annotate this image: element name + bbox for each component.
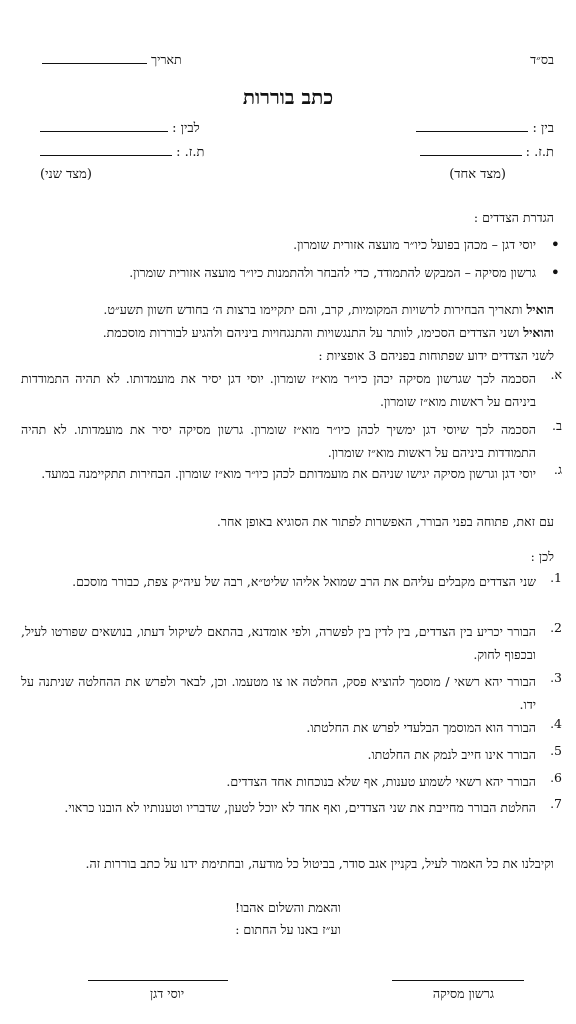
id-label-a: ת.ז. : xyxy=(525,145,554,160)
party-a-caption: (מצד אחד) xyxy=(449,167,506,182)
signature-name-left: יוסי דגן xyxy=(150,986,185,1001)
option-text: הסכמה לכך שיוסי דגן ימשיך לכהן כיו״ר מוא״ז שומרון. גרשון מסיקה יסיר את מועמדותו. לא תהיה התמודדות ביניהם על ראשות מוא״ז שומרון. xyxy=(21,422,536,460)
signature-line-left xyxy=(88,980,228,981)
clause-text: הבורר יהא רשאי לשמוע טענות, אף שלא בנוכחות אחד הצדדים. xyxy=(226,774,536,789)
party-a-name-field xyxy=(416,120,554,136)
clause-text: הבורר יכריע בין הצדדים, בין לדין בין לפשרה, ולפי אומדנא, בהתאם לשיקול דעתו, בנושאים שפורטו לעיל, ובכפוף לחוק. xyxy=(21,624,536,662)
party-b-name-line xyxy=(40,131,168,132)
bullet-dot: • xyxy=(550,263,560,282)
bullet-dot: • xyxy=(550,235,560,254)
id-label-b: ת.ז. : xyxy=(176,145,205,160)
option-text: יוסי דגן וגרשון מסיקה יגישו שניהם את מועמדותם לכהן כיו״ר מוא״ז שומרון. הבחירות תתקיימנה במועד. xyxy=(41,466,536,481)
clause-marker: 2. xyxy=(550,620,562,635)
clause-text: הבורר יהא רשאי / מוסמך להוציא פסק, החלטה או צו מטעמו. וכן, לבאר ולפרש את ההחלטה שניתנה על ידו. xyxy=(21,674,536,712)
party-b-id-line xyxy=(40,155,172,156)
party-a-id-line xyxy=(420,155,522,156)
definition-bullet-1: יוסי דגן – מכהן בפועל כיו״ר מועצה אזורית שומרון. xyxy=(293,237,536,252)
option-text: הסכמה לכך שגרשון מסיקה יכהן כיו״ר מוא״ז שומרון. יוסי דגן יסיר את מועמדותו. לא תהיה התמודדות ביניהם על ראשות מוא״ז שומרון. xyxy=(21,371,536,409)
date-line xyxy=(42,63,147,64)
whereas-2 xyxy=(24,321,554,344)
option-marker: ג. xyxy=(553,462,562,477)
signature-line-right xyxy=(392,980,524,981)
nevertheless-note: עם זאת, פתוחה בפני הבורר, האפשרות לפתור את הסוגיא באופן אחר. xyxy=(216,514,554,529)
clause-marker: 3. xyxy=(550,670,562,685)
closing-statement: וקיבלנו את כל האמור לעיל, בקניין אגב סודר, בביטול כל מודעה, ובחתימת ידנו על כתב בוררות זה. xyxy=(85,856,554,871)
party-b-id-field xyxy=(40,144,204,160)
closing-signed: וע״ז באנו על החתום : xyxy=(235,922,341,937)
options-intro: לשני הצדדים ידוע שפתוחות בפניהם 3 אופציות : xyxy=(318,348,554,363)
party-a-id-field xyxy=(420,144,554,160)
whereas-2-bold: והואיל xyxy=(523,325,554,340)
whereas-1-bold: הואיל xyxy=(526,302,554,317)
party-b-name-field xyxy=(40,120,200,136)
date-label: תאריך xyxy=(150,52,182,67)
option-marker: א. xyxy=(550,367,562,382)
signature-name-right: גרשון מסיקה xyxy=(432,986,494,1001)
therefore-heading: לכן : xyxy=(530,549,554,564)
between-label: בין : xyxy=(532,121,554,136)
clause-text: הבורר אינו חייב לנמק את החלטתו. xyxy=(367,747,536,762)
option-marker: ב. xyxy=(552,418,562,433)
closing-blessing: והאמת והשלום אהבו! xyxy=(235,900,341,915)
clause-text: הבורר הוא המוסמך הבלעדי לפרש את החלטתו. xyxy=(306,720,536,735)
bsd-mark: בס״ד xyxy=(530,52,554,67)
clause-marker: 6. xyxy=(550,770,562,785)
party-b-caption: (מצד שני) xyxy=(40,167,92,182)
clause-marker: 1. xyxy=(550,570,562,585)
document-title: כתב בוררות xyxy=(242,85,334,109)
clause-marker: 4. xyxy=(550,716,562,731)
whereas-1-text: ותאריך הבחירות לרשויות המקומיות, קרב, והם יתקיימו ברצות ה׳ בחודש חשוון תשע״ט. xyxy=(103,302,527,317)
date-field xyxy=(42,52,182,68)
definition-heading: הגדרת הצדדים : xyxy=(473,210,554,225)
clause-marker: 7. xyxy=(550,796,562,811)
definition-bullet-2: גרשון מסיקה – המבקש להתמודד, כדי להבחר ולהתמנות כיו״ר מועצה אזורית שומרון. xyxy=(129,265,536,280)
clause-marker: 5. xyxy=(550,743,562,758)
party-a-name-line xyxy=(416,131,528,132)
clause-text: החלטת הבורר מחייבת את שני הצדדים, ואף אחד לא יוכל לטעון, שדבריו וטענותיו לא הובנו כראוי. xyxy=(64,800,536,815)
whereas-1 xyxy=(24,298,554,321)
and-label: לבין : xyxy=(172,121,200,136)
clause-text: שני הצדדים מקבלים עליהם את הרב שמואל אליהו שליט״א, רבה של עיה״ק צפת, כבורר מוסכם. xyxy=(72,574,536,589)
whereas-2-text: ושני הצדדים הסכימו, לוותר על התנגשויות והתנגחויות ביניהם ולהגיע לבוררות מוסכמת. xyxy=(102,325,524,340)
